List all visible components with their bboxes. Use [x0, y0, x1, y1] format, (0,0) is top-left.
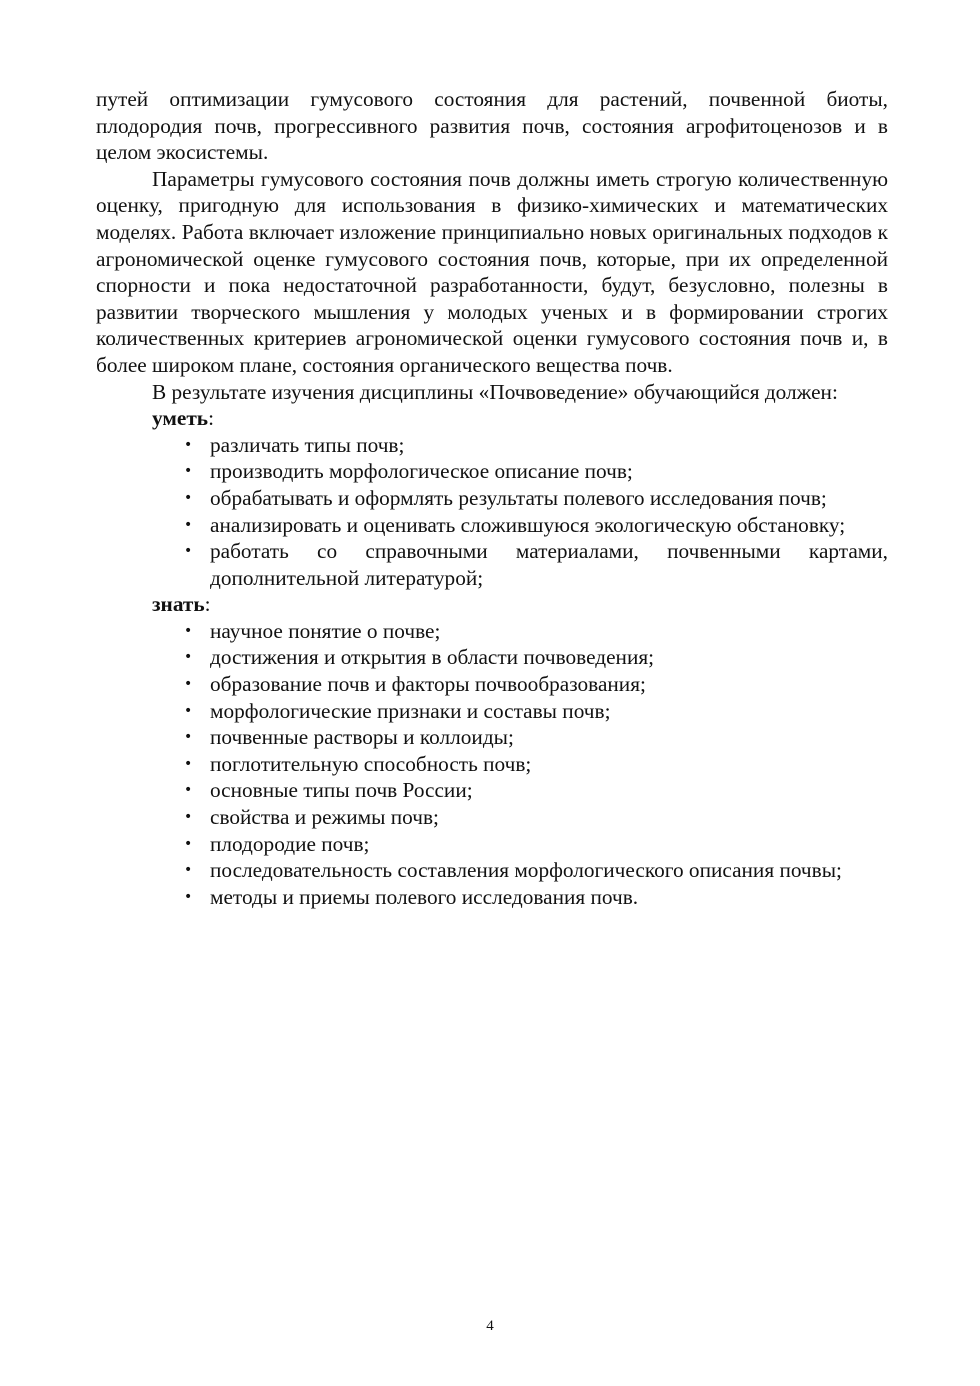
list-item-text: методы и приемы полевого исследования почв. [210, 884, 639, 909]
paragraph-learning-outcomes: В результате изучения дисциплины «Почвоведение» обучающийся должен: [152, 379, 838, 404]
bullet-icon: • [184, 782, 193, 799]
list-item [184, 512, 888, 539]
list-item [184, 671, 888, 698]
list-item [184, 458, 888, 485]
bullet-icon: • [184, 676, 193, 693]
bullet-icon: • [184, 622, 193, 639]
page-number: 4 [486, 1318, 494, 1334]
list-item [184, 432, 888, 459]
knowledge-heading [96, 591, 888, 618]
list-item [184, 724, 888, 751]
list-item-text: морфологические признаки и составы почв; [210, 698, 611, 723]
bullet-icon: • [184, 516, 193, 533]
list-item-text: работать со справочными материалами, почвенными картами, дополнительной литературой; [210, 539, 888, 590]
list-item [184, 751, 888, 778]
list-item-text: поглотительную способность почв; [210, 751, 532, 776]
list-item [184, 884, 888, 911]
list-item [184, 804, 888, 831]
list-item-text: основные типы почв России; [210, 778, 473, 803]
bullet-icon: • [184, 888, 193, 905]
bullet-icon: • [184, 436, 193, 453]
list-item-text: почвенные растворы и коллоиды; [210, 725, 514, 750]
bullet-icon: • [184, 835, 193, 852]
list-item-text: производить морфологическое описание почв; [210, 459, 633, 484]
list-item [184, 618, 888, 645]
skills-heading-colon: : [208, 406, 214, 431]
list-item [184, 857, 888, 884]
list-item-text: научное понятие о почве; [210, 618, 441, 643]
bullet-icon: • [184, 702, 193, 719]
list-item [184, 698, 888, 725]
bullet-icon: • [184, 809, 193, 826]
bullet-icon: • [184, 489, 193, 506]
list-item [184, 644, 888, 671]
skills-heading [96, 405, 888, 432]
list-item-text: анализировать и оценивать сложившуюся экологическую обстановку; [210, 512, 846, 537]
list-item-text: образование почв и факторы почвообразования; [210, 672, 646, 697]
skills-list [96, 432, 888, 592]
list-item [184, 831, 888, 858]
paragraph-intro-continuation: путей оптимизации гумусового состояния для растений, почвенной биоты, плодородия почв, прогрессивного развития почв, состояния агрофитоценозов и в целом экосистемы. [96, 87, 888, 165]
bullet-icon: • [184, 755, 193, 772]
list-item [184, 485, 888, 512]
skills-heading-label: уметь [152, 406, 209, 431]
knowledge-list [96, 618, 888, 911]
list-item-text: достижения и открытия в области почвоведения; [210, 645, 655, 670]
list-item [184, 538, 888, 591]
list-item-text: последовательность составления морфологического описания почвы; [210, 858, 842, 883]
bullet-icon: • [184, 862, 193, 879]
knowledge-heading-colon: : [204, 592, 211, 617]
list-item-text: различать типы почв; [210, 432, 405, 457]
list-item-text: плодородие почв; [210, 831, 370, 856]
list-item [184, 777, 888, 804]
paragraph-humus-parameters: Параметры гумусового состояния почв должны иметь строгую количественную оценку, пригодную для использования в физико-химических и математических моделях. Работа включает изложение принципиально новых оригинальных подходов к агрономической оценке гумусового состояния почв, которые, при их определенной спорности и пока недостаточной разработанности, будут, безусловно, полезны в развитии творческого мышления у молодых ученых и в формировании строгих количественных критериев агрономической оценки гумусового состояния почв и, в более широком плане, состояния органического вещества почв. [96, 166, 888, 377]
document-page [96, 86, 888, 910]
bullet-icon: • [184, 463, 193, 480]
list-item-text: свойства и режимы почв; [210, 805, 439, 830]
bullet-icon: • [184, 729, 193, 746]
knowledge-heading-label: знать [152, 592, 205, 617]
bullet-icon: • [184, 649, 193, 666]
bullet-icon: • [184, 543, 193, 560]
list-item-text: обрабатывать и оформлять результаты полевого исследования почв; [210, 485, 827, 510]
